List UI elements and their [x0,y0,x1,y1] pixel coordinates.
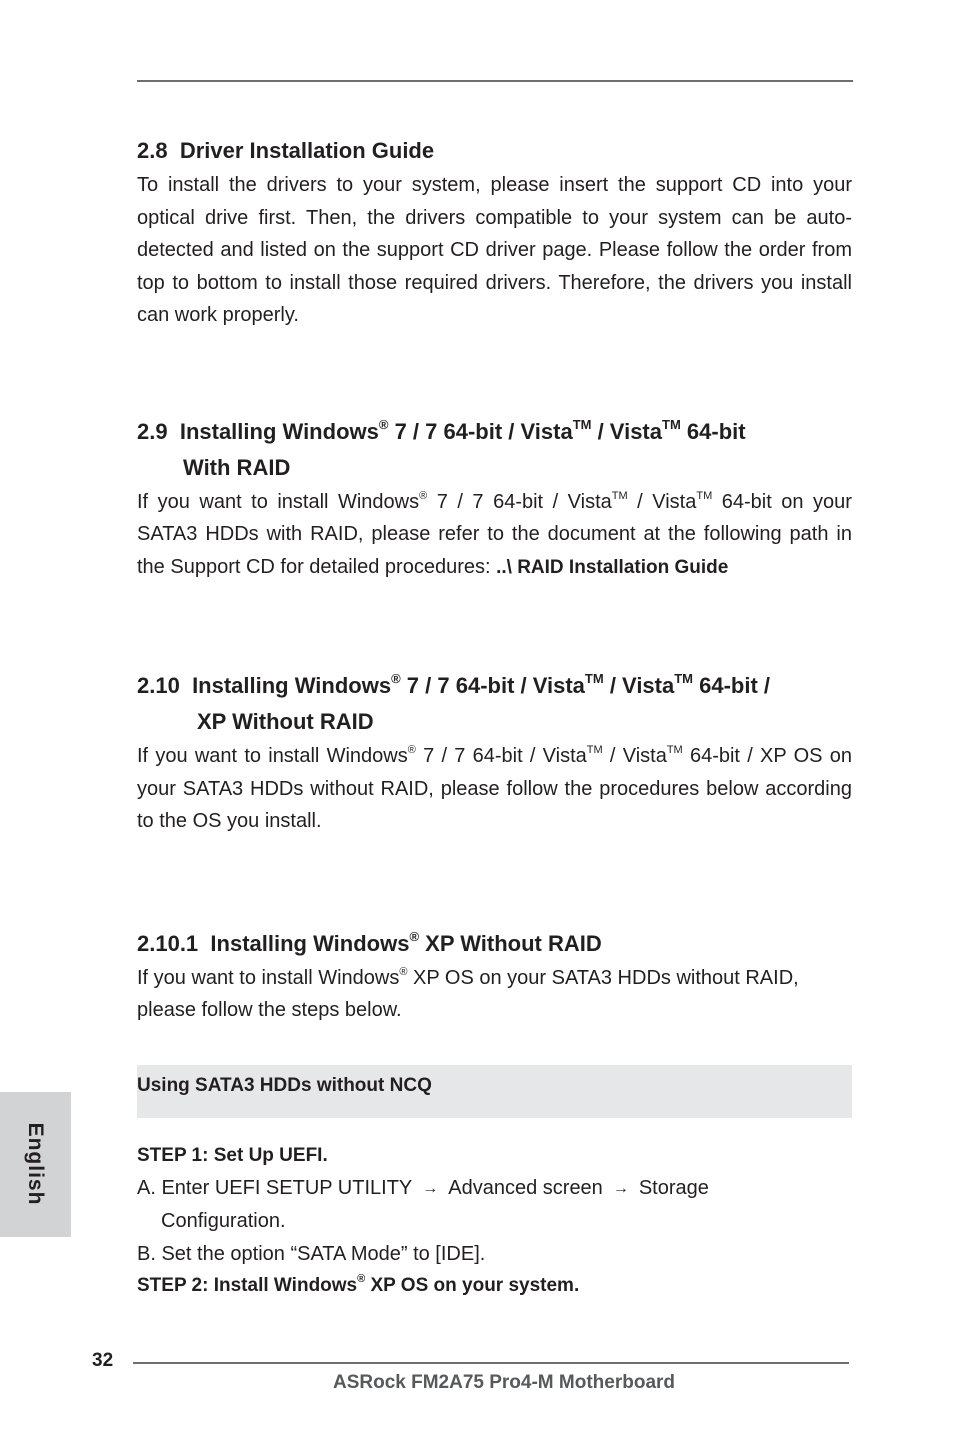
step-2-title: STEP 2: Install Windows® XP OS on your system. [137,1273,580,1296]
note-box-label: Using SATA3 HDDs without NCQ [137,1074,432,1096]
section-heading-2-9: 2.9 Installing Windows® 7 / 7 64-bit / Vista™ / Vista™ 64-bit With RAID [137,416,746,480]
arrow-right-icon: → [422,1179,439,1197]
step-1-a-cont: Configuration. [161,1210,286,1232]
step-1-a: A. Enter UEFI SETUP UTILITY → Advanced screen → Storage [137,1172,852,1206]
cd-path: ..\ RAID Installation Guide [496,556,729,578]
section-body-2-10: If you want to install Windows® 7 / 7 64-bit / Vista™ / Vista™ 64-bit / XP OS on your SATA3 HDDs without RAID, please follow the procedures below according to the OS you install. [137,744,852,832]
header-rule [137,80,853,82]
section-heading-2-8: 2.8 Driver Installation Guide [137,138,435,163]
arrow-right-icon: → [612,1179,629,1197]
section-body-2-10-1: If you want to install Windows® XP OS on your SATA3 HDDs without RAID, please follow the steps below. [137,965,799,1021]
note-box [137,1065,852,1118]
step-list [137,1140,852,1303]
step-1-title: STEP 1: Set Up UEFI. [137,1144,328,1166]
page-content [137,133,852,1302]
step-1-b: B. Set the option “SATA Mode” to [IDE]. [137,1242,486,1265]
section-heading-2-10: 2.10 Installing Windows® 7 / 7 64-bit / Vista™ / Vista™ 64-bit / XP Without RAID [137,671,771,734]
page-number: 32 [92,1350,114,1371]
footer-rule [133,1362,849,1364]
section-heading-2-10-1: 2.10.1 Installing Windows® XP Without RAID [137,928,602,956]
section-body-2-9: If you want to install Windows® 7 / 7 64-bit / Vista™ / Vista™ 64-bit on your SATA3 HDDs with RAID, please refer to the document at the following path in the Support CD for detailed procedures: ..\ RAID Installation Guide [137,489,852,578]
footer-title: ASRock FM2A75 Pro4-M Motherboard [332,1372,676,1393]
section-body-2-8: To install the drivers to your system, please insert the support CD into your optical drive first. Then, the drivers compatible to your system can be auto-detected and listed on the support CD driver page. Please follow the order from top to bottom to install those required drivers. Therefore, the drivers you install can work properly. [137,174,852,326]
language-side-tab: English [0,1092,71,1237]
